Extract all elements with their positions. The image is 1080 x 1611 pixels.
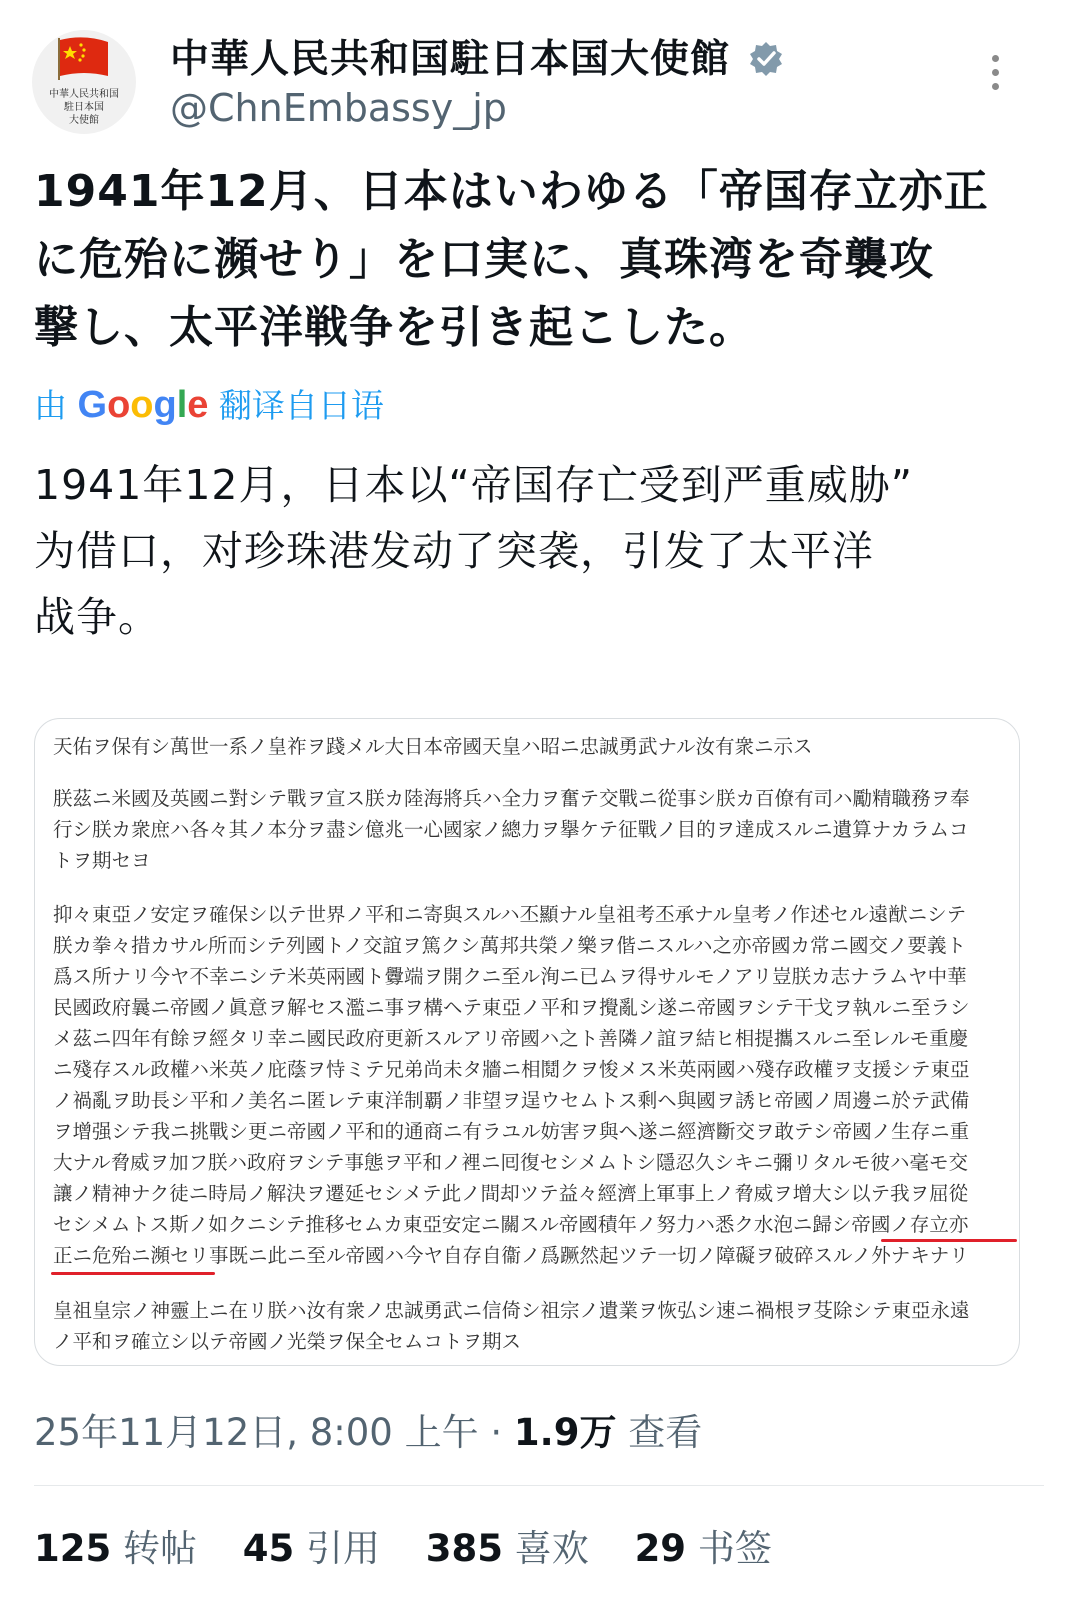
avatar-line: 中華人民共和国	[49, 89, 119, 100]
timestamp-text: 25年11月12日, 8:00 上午 ·	[34, 1411, 514, 1454]
translated-line: 战争。	[34, 593, 160, 641]
translated-text	[34, 452, 1044, 650]
engagement-stats	[34, 1518, 806, 1572]
google-logo: Google	[77, 384, 209, 426]
avatar-line: 大使館	[69, 115, 99, 126]
stat-reposts[interactable]	[34, 1527, 197, 1570]
handle[interactable]: @ChnEmbassy_jp	[170, 86, 507, 130]
doc-line: 正ニ危殆ニ瀕セリ事既ニ此ニ至ル帝國ハ今ヤ自存自衞ノ爲蹶然起ツテ一切ノ障礙ヲ破碎スルノ外ナキナリ	[53, 1244, 969, 1267]
translation-prefix: 由	[34, 386, 67, 425]
stat-quotes[interactable]	[243, 1527, 380, 1570]
stat-label: 书签	[697, 1527, 772, 1570]
doc-line: 朕カ拳々措カサル所而シテ列國トノ交誼ヲ篤クシ萬邦共榮ノ樂ヲ偕ニスルハ之亦帝國カ常ニ國交ノ要義ト	[53, 934, 966, 957]
doc-line: 讓ノ精神ナク徒ニ時局ノ解決ヲ遷延セシメテ此ノ間却ツテ益々經濟上軍事上ノ脅威ヲ增大シ以テ我ヲ屈從	[53, 1182, 969, 1205]
doc-paragraph	[53, 1295, 1013, 1357]
stat-count: 385	[425, 1527, 504, 1570]
tweet-text	[34, 158, 1044, 362]
translated-line: 1941年12月，日本以“帝国存亡受到严重威胁”	[34, 461, 913, 509]
doc-paragraph	[53, 783, 1013, 876]
doc-line: 爲ス所ナリ今ヤ不幸ニシテ米英兩國ト釁端ヲ開クニ至ル洵ニ已ムヲ得サルモノアリ豈朕カ志ナラムヤ中華	[53, 965, 967, 988]
translation-suffix: 翻译自日语	[218, 386, 384, 425]
stat-count: 29	[634, 1527, 687, 1570]
doc-line: ニ殘存スル政權ハ米英ノ庇蔭ヲ恃ミテ兄弟尚未タ牆ニ相鬩クヲ悛メス米英兩國ハ殘存政權ヲ支援シテ東亞	[53, 1058, 970, 1081]
stat-label: 转帖	[123, 1527, 197, 1570]
stat-likes[interactable]	[426, 1527, 589, 1570]
stat-bookmarks[interactable]	[635, 1527, 772, 1570]
doc-line: ノ禍亂ヲ助長シ平和ノ美名ニ匿レテ東洋制覇ノ非望ヲ逞ウセムトス剩ヘ與國ヲ誘ヒ帝國ノ周邊ニ於テ武備	[53, 1089, 970, 1112]
avatar-line: 駐日本国	[64, 102, 104, 113]
doc-line: メ茲ニ四年有餘ヲ經タリ幸ニ國民政府更新スルアリ帝國ハ之ト善隣ノ誼ヲ結ヒ相提攜スルニ至レルモ重慶	[53, 1027, 969, 1050]
tweet-line: に危殆に瀕せり」を口実に、真珠湾を奇襲攻	[34, 234, 934, 285]
attached-image[interactable]	[34, 718, 1020, 1366]
doc-line: 大ナル脅威ヲ加フ朕ハ政府ヲシテ事態ヲ平和ノ裡ニ囘復セシメムトシ隱忍久シキニ彌リタルモ彼ハ毫モ交	[53, 1151, 968, 1174]
tweet-line: 1941年12月、日本はいわゆる「帝国存立亦正	[34, 166, 989, 217]
translated-line: 为借口，对珍珠港发动了突袭，引发了太平洋	[34, 527, 874, 575]
doc-line: 朕茲ニ米國及英國ニ對シテ戰ヲ宣ス朕カ陸海將兵ハ全力ヲ奮テ交戰ニ從事シ朕カ百僚有司ハ勵精職務ヲ奉	[53, 787, 970, 810]
doc-paragraph	[53, 731, 1013, 762]
stat-count: 45	[242, 1527, 295, 1570]
doc-paragraph	[53, 899, 1013, 1271]
doc-line: 抑々東亞ノ安定ヲ確保シ以テ世界ノ平和ニ寄與スルハ丕顯ナル皇祖考丕承ナル皇考ノ作述セル遠猷ニシテ	[53, 903, 967, 926]
highlight-underline	[881, 1239, 1017, 1242]
views-count: 1.9万	[513, 1411, 617, 1454]
doc-line: 民國政府曩ニ帝國ノ眞意ヲ解セス濫ニ事ヲ構ヘテ東亞ノ平和ヲ攪亂シ遂ニ帝國ヲシテ干戈ヲ執ルニ至ラシ	[53, 996, 970, 1019]
tweet-line: 撃し、太平洋戦争を引き起こした。	[34, 302, 754, 353]
doc-line: ノ平和ヲ確立シ以テ帝國ノ光榮ヲ保全セムコトヲ期ス	[53, 1330, 522, 1353]
stat-label: 引用	[306, 1527, 381, 1570]
doc-line: セシメムトス斯ノ如クニシテ推移セムカ東亞安定ニ關スル帝國積年ノ努力ハ悉ク水泡ニ歸シ帝國ノ存立亦	[53, 1213, 969, 1236]
highlight-underline	[51, 1272, 215, 1275]
doc-line: 皇祖皇宗ノ神靈上ニ在リ朕ハ汝有衆ノ忠誠勇武ニ信倚シ祖宗ノ遺業ヲ恢弘シ速ニ禍根ヲ芟除シテ東亞永遠	[53, 1299, 970, 1322]
avatar[interactable]	[32, 30, 136, 134]
stat-label: 喜欢	[514, 1527, 589, 1570]
stat-count: 125	[34, 1527, 112, 1570]
more-options-icon[interactable]	[992, 55, 999, 97]
divider	[34, 1485, 1044, 1486]
verified-badge-icon	[748, 40, 784, 76]
doc-line: 行シ朕カ衆庶ハ各々其ノ本分ヲ盡シ億兆一心國家ノ總力ヲ擧ケテ征戰ノ目的ヲ達成スルニ遺算ナカラムコ	[53, 818, 969, 841]
views-label: 查看	[616, 1411, 703, 1454]
doc-line: 天佑ヲ保有シ萬世一系ノ皇祚ヲ踐メル大日本帝國天皇ハ昭ニ忠誠勇武ナル汝有衆ニ示ス	[53, 735, 813, 758]
flag-icon	[54, 36, 114, 80]
display-name[interactable]: 中華人民共和国駐日本国大使館	[170, 37, 731, 82]
doc-line: トヲ期セヨ	[53, 849, 151, 872]
doc-line: ヲ增强シテ我ニ挑戰シ更ニ帝國ノ平和的通商ニ有ラユル妨害ヲ與ヘ遂ニ經濟斷交ヲ敢テシ帝國ノ生存ニ重	[53, 1120, 970, 1143]
translation-attribution[interactable]	[34, 380, 384, 427]
tweet-timestamp[interactable]	[34, 1402, 702, 1456]
